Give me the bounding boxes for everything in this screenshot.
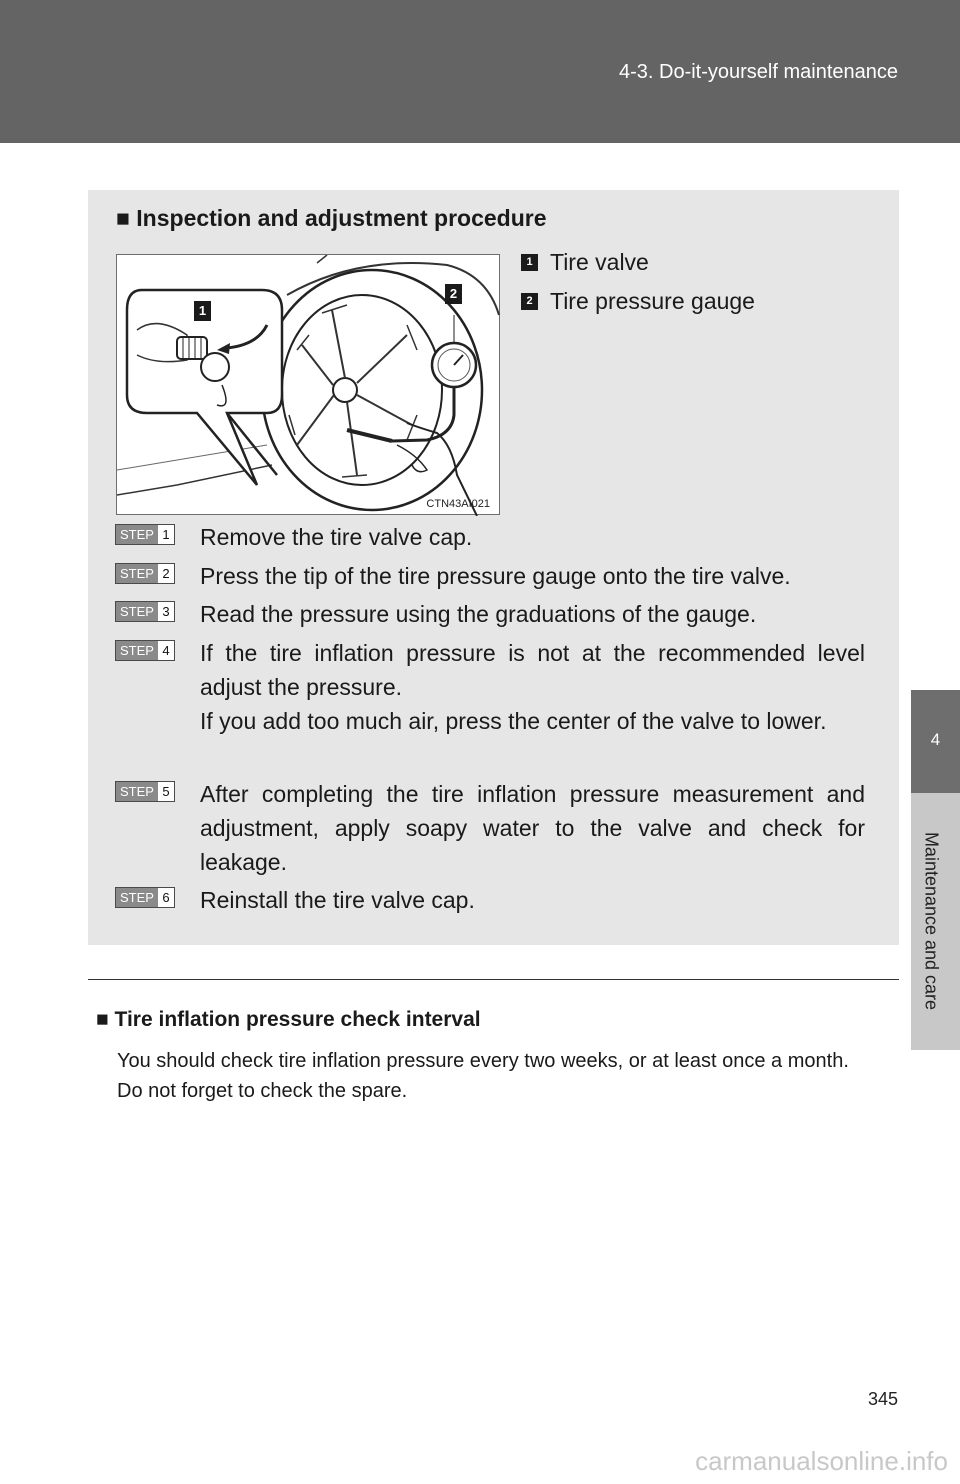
legend-label-pressure-gauge: Tire pressure gauge xyxy=(550,288,755,314)
step-text: Read the pressure using the graduations of the gauge. xyxy=(200,601,757,627)
step-text: Press the tip of the tire pressure gauge onto the tire valve. xyxy=(200,563,791,589)
note-line-2: Do not forget to check the spare. xyxy=(117,1080,408,1102)
step-text: If the tire inflation pressure is not at the recommended level adjust the pressure. xyxy=(200,640,865,700)
step-6 xyxy=(115,883,865,917)
tire-illustration xyxy=(116,254,500,515)
procedure-heading: ■ Inspection and adjustment procedure xyxy=(116,205,547,231)
step-5 xyxy=(115,777,865,879)
page-header xyxy=(0,0,960,143)
legend-label-tire-valve: Tire valve xyxy=(550,249,649,275)
note-body xyxy=(117,1046,890,1106)
page-number: 345 xyxy=(867,1389,898,1409)
step-1 xyxy=(115,520,865,554)
step-text: Remove the tire valve cap. xyxy=(200,524,473,550)
note-line-1: You should check tire inflation pressure every two weeks, or at least once a month. xyxy=(117,1050,849,1072)
step-badge: STEP 1 xyxy=(115,524,175,545)
step-badge: STEP 2 xyxy=(115,563,175,584)
step-3 xyxy=(115,597,865,631)
section-title: 4-3. Do-it-yourself maintenance xyxy=(618,61,898,83)
legend-badge-1: 1 xyxy=(521,254,538,271)
step-4 xyxy=(115,636,865,738)
chapter-number: 4 xyxy=(930,730,941,749)
step-text-continued: If you add too much air, press the center of the valve to lower. xyxy=(200,708,827,734)
step-2 xyxy=(115,559,865,593)
note-heading: ■ Tire inflation pressure check interval xyxy=(96,1008,481,1031)
callout-2-badge: 2 xyxy=(445,284,462,304)
figure-code: CTN43AI021 xyxy=(426,498,490,510)
legend-item-pressure-gauge xyxy=(521,288,755,315)
watermark: carmanualsonline.info xyxy=(695,1446,948,1476)
step-badge: STEP 3 xyxy=(115,601,175,622)
step-text: After completing the tire inflation pressure measurement and adjustment, apply soapy water to the valve and check for leakage. xyxy=(200,781,865,875)
tire-drawing xyxy=(117,255,501,516)
legend-badge-2: 2 xyxy=(521,293,538,310)
step-badge: STEP 4 xyxy=(115,640,175,661)
legend-item-tire-valve xyxy=(521,249,649,276)
chapter-label: Maintenance and care xyxy=(921,831,942,1011)
step-badge: STEP 6 xyxy=(115,887,175,908)
callout-1-badge: 1 xyxy=(194,301,211,321)
step-badge: STEP 5 xyxy=(115,781,175,802)
section-divider xyxy=(88,979,899,980)
step-text: Reinstall the tire valve cap. xyxy=(200,887,475,913)
